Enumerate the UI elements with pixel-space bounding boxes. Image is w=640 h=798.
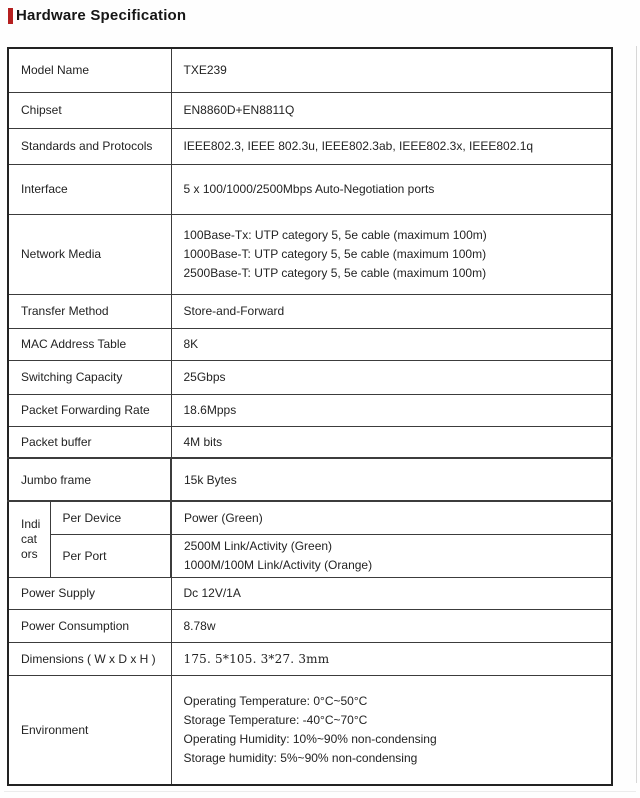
table-row [8, 92, 612, 128]
page-edge-line [636, 46, 637, 783]
row-value: 4M bits [171, 426, 612, 458]
row-label-indicators-group: Indicators [8, 501, 50, 577]
table-row [8, 360, 612, 394]
row-value: 8.78w [171, 609, 612, 642]
row-label: Dimensions ( W x D x H ) [8, 642, 171, 675]
table-row [8, 328, 612, 360]
value-line: Storage Temperature: -40°C~70°C [183, 712, 368, 727]
row-label: Per Device [50, 501, 171, 534]
row-label: Packet Forwarding Rate [8, 394, 171, 426]
row-label: MAC Address Table [8, 328, 171, 360]
table-row [8, 609, 612, 642]
table-row [8, 214, 612, 294]
row-label: Network Media [8, 214, 171, 294]
row-value [171, 675, 612, 785]
row-value [171, 214, 612, 294]
page-edge-line-bottom [4, 791, 636, 792]
value-line: 100Base-Tx: UTP category 5, 5e cable (maximum 100m) [183, 227, 487, 242]
table-row [8, 642, 612, 675]
row-value: IEEE802.3, IEEE 802.3u, IEEE802.3ab, IEEE802.3x, IEEE802.1q [171, 128, 612, 164]
row-value: 18.6Mpps [171, 394, 612, 426]
row-value: Dc 12V/1A [171, 577, 612, 609]
row-value: TXE239 [171, 48, 612, 92]
table-row [8, 164, 612, 214]
row-value: Power (Green) [171, 501, 612, 534]
value-line: 1000M/100M Link/Activity (Orange) [184, 557, 373, 572]
page-header [8, 7, 186, 24]
value-lines [184, 226, 604, 283]
table-row [8, 534, 612, 577]
value-line: 2500Base-T: UTP category 5, 5e cable (maximum 100m) [183, 265, 487, 280]
row-value: 25Gbps [171, 360, 612, 394]
value-line: Storage humidity: 5%~90% non-condensing [183, 750, 418, 765]
row-label: Standards and Protocols [8, 128, 171, 164]
value-lines [184, 692, 604, 768]
table-row [8, 675, 612, 785]
table-row [8, 426, 612, 458]
table-row [8, 294, 612, 328]
row-value: 175. 5*105. 3*27. 3mm [171, 642, 612, 675]
row-value [171, 534, 612, 577]
value-line: 1000Base-T: UTP category 5, 5e cable (maximum 100m) [183, 246, 487, 261]
value-line: Operating Humidity: 10%~90% non-condensing [183, 731, 437, 746]
page-title: Hardware Specification [16, 7, 187, 24]
table-row [8, 577, 612, 609]
row-label: Jumbo frame [8, 458, 171, 501]
row-label: Transfer Method [8, 294, 171, 328]
row-label: Chipset [8, 92, 171, 128]
row-label: Power Supply [8, 577, 171, 609]
row-value: EN8860D+EN8811Q [171, 92, 612, 128]
row-label: Model Name [8, 48, 171, 92]
row-value: 15k Bytes [171, 458, 612, 501]
row-value: 5 x 100/1000/2500Mbps Auto-Negotiation ports [171, 164, 612, 214]
row-value: Store-and-Forward [171, 294, 612, 328]
row-label: Per Port [50, 534, 171, 577]
table-row [8, 394, 612, 426]
table-row [8, 501, 612, 534]
table-row [8, 48, 612, 92]
value-lines [184, 537, 603, 575]
row-label: Switching Capacity [8, 360, 171, 394]
row-label: Packet buffer [8, 426, 171, 458]
hardware-spec-table [7, 47, 613, 786]
row-label: Interface [8, 164, 171, 214]
row-label: Power Consumption [8, 609, 171, 642]
table-row [8, 128, 612, 164]
value-line: 2500M Link/Activity (Green) [184, 538, 333, 553]
table-row [8, 458, 612, 501]
value-line: Operating Temperature: 0°C~50°C [183, 693, 368, 708]
row-value: 8K [171, 328, 612, 360]
row-label: Environment [8, 675, 171, 785]
title-accent-bar [8, 8, 13, 24]
